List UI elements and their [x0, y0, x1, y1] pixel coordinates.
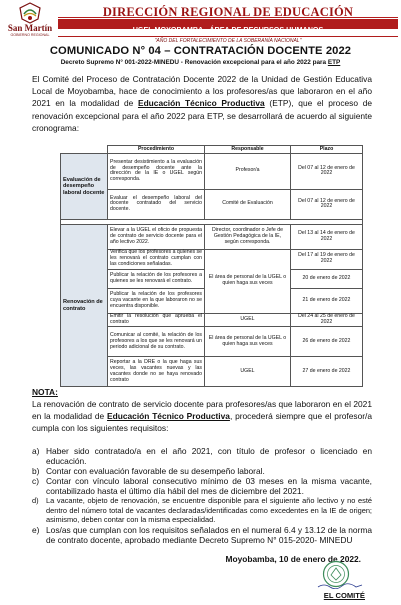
row-responsible: UGEL — [205, 357, 291, 387]
row-procedure: Emitir la resolución que aprueba el contrato — [108, 313, 205, 327]
row-deadline: 26 de enero de 2022 — [291, 327, 363, 357]
row-deadline: Del 24 al 25 de enero de 2022 — [291, 313, 363, 327]
note-modality: Educación Técnico Productiva — [107, 411, 230, 422]
stage-renewal: Renovación de contrato — [61, 224, 108, 387]
row-procedure: Publicar la relación de los profesores a quienes se les renovará el contrato. — [108, 269, 205, 288]
list-item — [32, 496, 372, 525]
row-procedure: Elevar a la UGEL el oficio de propuesta de contrato de servicio docente para el año lectivo 2022. — [108, 224, 205, 249]
list-item-label: d) — [32, 496, 39, 505]
table-header-procedure: Procedimiento — [108, 146, 205, 154]
table-header-responsible: Responsable — [205, 146, 291, 154]
subtitle-text: Decreto Supremo N° 001-2022-MINEDU - Renovación excepcional para el año 2022 para — [60, 59, 327, 66]
header-institution-text: DIRECCIÓN REGIONAL DE EDUCACIÓN — [102, 5, 354, 19]
stage-evaluation: Evaluación de desempeño laboral docente — [61, 153, 108, 219]
schedule-table — [60, 145, 363, 387]
intro-text-1: El Comité del Proceso de Contratación Docente 2022 de la Unidad de Gestión Educativa Local de Moyobamba, hace de conocimiento a los profesores/as que laboraron en el año 2021 en la modalidad de — [32, 74, 372, 109]
note-paragraph — [32, 398, 372, 435]
list-item — [32, 525, 372, 545]
intro-modality: Educación Técnico Productiva — [137, 98, 265, 109]
row-deadline: Del 13 al 14 de enero de 2022 — [291, 224, 363, 249]
regional-emblem-icon — [18, 2, 42, 24]
row-procedure: Comunicar al comité, la relación de los profesores a los que se les renovará un periodo adicional de su contrato. — [108, 327, 205, 357]
header-institution — [58, 3, 398, 18]
row-deadline: 27 de enero de 2022 — [291, 357, 363, 387]
place-and-date: Moyobamba, 10 de enero de 2022. — [225, 554, 361, 564]
list-item-text: Contar con vínculo laboral consecutivo mínimo de 03 meses en la misma vacante, contabilizado hasta el último día hábil del mes de diciembre del 2021. — [46, 476, 372, 496]
note-text-1: La renovación de contrato de servicio docente para profesores/as que laboraron en el 2021 en la modalidad de — [32, 399, 372, 422]
list-item-text: La vacante, objeto de renovación, se encuentre disponible para el siguiente año lectivo y no esté dentro del número total de vacantes declaradas/identificadas como excedentes en la IE de origen; asimismo, deben contar con la misma especialidad. — [46, 496, 372, 525]
table-header-blank — [61, 146, 108, 154]
row-procedure: Evaluar el desempeño laboral del docente contratado del servicio docente. — [108, 189, 205, 219]
row-procedure: Publicar la relación de los profesores cuya vacante en la que laboraron no se encuentra disponible. — [108, 288, 205, 313]
note-heading: NOTA: — [32, 387, 58, 397]
header-office — [58, 19, 398, 29]
list-item — [32, 466, 372, 476]
list-item-text: Contar con evaluación favorable de su desempeño laboral. — [46, 466, 265, 476]
row-deadline: Del 17 al 19 de enero de 2022 — [291, 249, 363, 269]
list-item — [32, 446, 372, 466]
list-item-text: Haber sido contratado/a en el año 2021, con título de profesor o licenciado en educación. — [46, 446, 372, 466]
row-responsible: Profesor/a — [205, 153, 291, 189]
row-procedure: Presentar desistimiento a la evaluación de desempeño docente ante la dirección de la IE o UGEL según corresponda. — [108, 153, 205, 189]
row-responsible: El área de personal de la UGEL o quien haga sus veces — [205, 327, 291, 357]
row-procedure: Verifica que los profesores a quienes se les renovará el contrato cumplan con las condiciones señaladas. — [108, 249, 205, 269]
list-item-label: b) — [32, 466, 40, 476]
header-year-motto — [58, 29, 398, 44]
table-row — [61, 224, 363, 249]
signature-icon — [316, 583, 364, 589]
row-responsible: Comité de Evaluación — [205, 189, 291, 219]
list-item-label: c) — [32, 476, 39, 486]
document-title: COMUNICADO N° 04 – CONTRATACIÓN DOCENTE 2022 — [49, 45, 352, 57]
intro-text-2: (ETP), que el proceso de renovación excepcional para el año 2022 para ETP, se desarrollará de acuerdo al siguiente cronograma: — [32, 98, 373, 133]
list-item-text: Los/as que cumplan con los requisitos señalados en el numeral 6.4 y 13.12 de la norma de contrato docente, aprobado mediante Decreto Supremo N° 015-2020- MINEDU — [46, 524, 372, 545]
row-deadline: Del 07 al 12 de enero de 2022 — [291, 189, 363, 219]
row-responsible: UGEL — [205, 313, 291, 327]
requirements-list — [32, 446, 372, 545]
letterhead — [0, 0, 401, 44]
logo-subtitle: GOBIERNO REGIONAL — [10, 33, 50, 37]
logo-wordmark: San Martín — [7, 23, 53, 33]
intro-paragraph — [32, 73, 372, 134]
list-item — [32, 476, 372, 496]
header-year-motto-text: "AÑO DEL FORTALECIMIENTO DE LA SOBERANÍA NACIONAL" — [154, 38, 302, 44]
row-procedure: Reportar a la DRE o la que haga sus veces, las vacantes nuevas y las vacantes donde no se haya renovado contrato — [108, 357, 205, 387]
list-item-label: e) — [32, 524, 40, 535]
row-responsible: Director, coordinador o Jefe de Gestión Pedagógica de la IE, según corresponda. — [205, 224, 291, 249]
document-subtitle — [0, 59, 401, 66]
note-text-2: , procederá siempre que el profesor/a cumpla con los siguientes requisitos: — [32, 411, 372, 434]
row-deadline: 21 de enero de 2022 — [291, 288, 363, 313]
subtitle-etp: ETP — [327, 59, 341, 66]
table-header-row — [61, 146, 363, 154]
signer-label: EL COMITÉ — [323, 591, 365, 600]
row-responsible: El área de personal de la UGEL o quien haga sus veces — [205, 249, 291, 313]
row-deadline: Del 07 al 12 de enero de 2022 — [291, 153, 363, 189]
table-header-deadline: Plazo — [291, 146, 363, 154]
regional-logo — [6, 2, 54, 38]
list-item-label: a) — [32, 446, 40, 456]
row-deadline: 20 de enero de 2022 — [291, 269, 363, 288]
table-row — [61, 153, 363, 189]
